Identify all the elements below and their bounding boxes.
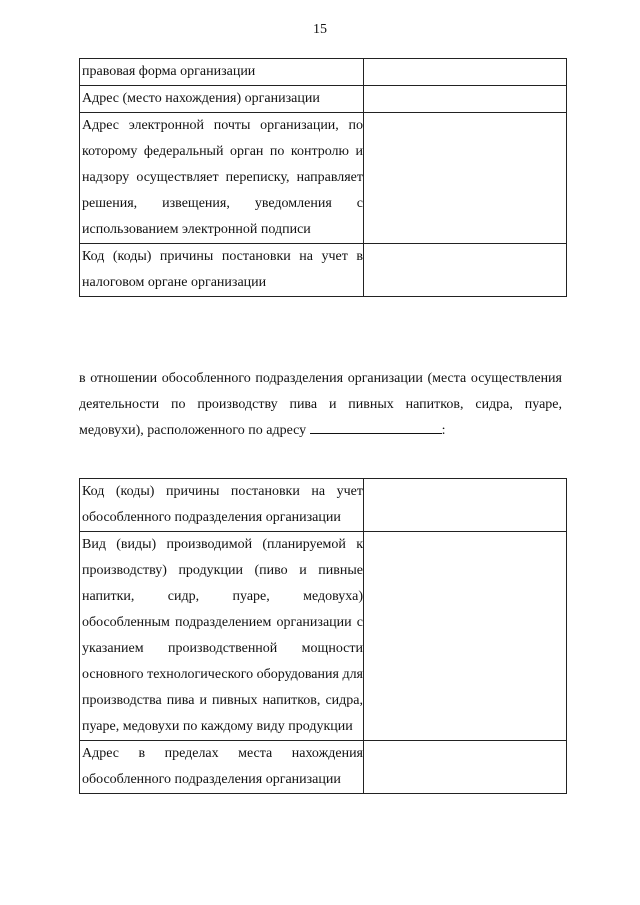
email-value[interactable] <box>364 113 567 244</box>
product-types-label: Вид (виды) производимой (планируемой к производству) продукции (пиво и пивные напитки, сидр, пуаре, медовуха) обособленным подразделением организации с указанием производственной мощности основного технологического оборудования для производства пива и пивных напитков, сидра, пуаре, медовухи по каждому виду продукции <box>82 537 363 734</box>
paragraph-trailing: : <box>441 423 446 438</box>
address-blank-line[interactable] <box>310 421 442 434</box>
table-row <box>80 244 567 297</box>
table-row <box>80 741 567 794</box>
table-row <box>80 59 567 86</box>
row-label <box>80 479 364 532</box>
table-row <box>80 532 567 741</box>
organization-info-table <box>79 58 567 297</box>
row-label <box>80 86 364 113</box>
row-label <box>80 244 364 297</box>
legal-form-value[interactable] <box>364 59 567 86</box>
subdivision-kpp-value[interactable] <box>364 479 567 532</box>
product-types-value[interactable] <box>364 532 567 741</box>
row-label <box>80 59 364 86</box>
kpp-label: Код (коды) причины постановки на учет в налоговом органе организации <box>82 249 363 290</box>
subdivision-kpp-label: Код (коды) причины постановки на учет обособленного подразделения организации <box>82 484 363 525</box>
subdivision-info-table <box>79 478 567 794</box>
subdivision-address-value[interactable] <box>364 741 567 794</box>
table-row <box>80 113 567 244</box>
subdivision-paragraph <box>79 366 562 444</box>
legal-form-label: правовая форма организации <box>82 64 256 79</box>
email-label: Адрес электронной почты организации, по которому федеральный орган по контролю и надзору осуществляет переписку, направляет решения, извещения, уведомления с использованием электронной подписи <box>82 118 363 237</box>
table-row <box>80 86 567 113</box>
table-row <box>80 479 567 532</box>
kpp-value[interactable] <box>364 244 567 297</box>
row-label <box>80 532 364 741</box>
page-number: 15 <box>313 22 327 37</box>
address-value[interactable] <box>364 86 567 113</box>
row-label <box>80 113 364 244</box>
address-label: Адрес (место нахождения) организации <box>82 91 320 106</box>
subdivision-address-label: Адрес в пределах места нахождения обособленного подразделения организации <box>82 746 363 787</box>
row-label <box>80 741 364 794</box>
paragraph-text: в отношении обособленного подразделения организации (места осуществления деятельности по производству пива и пивных напитков, сидра, пуаре, медовухи), расположенного по адресу <box>79 371 562 438</box>
